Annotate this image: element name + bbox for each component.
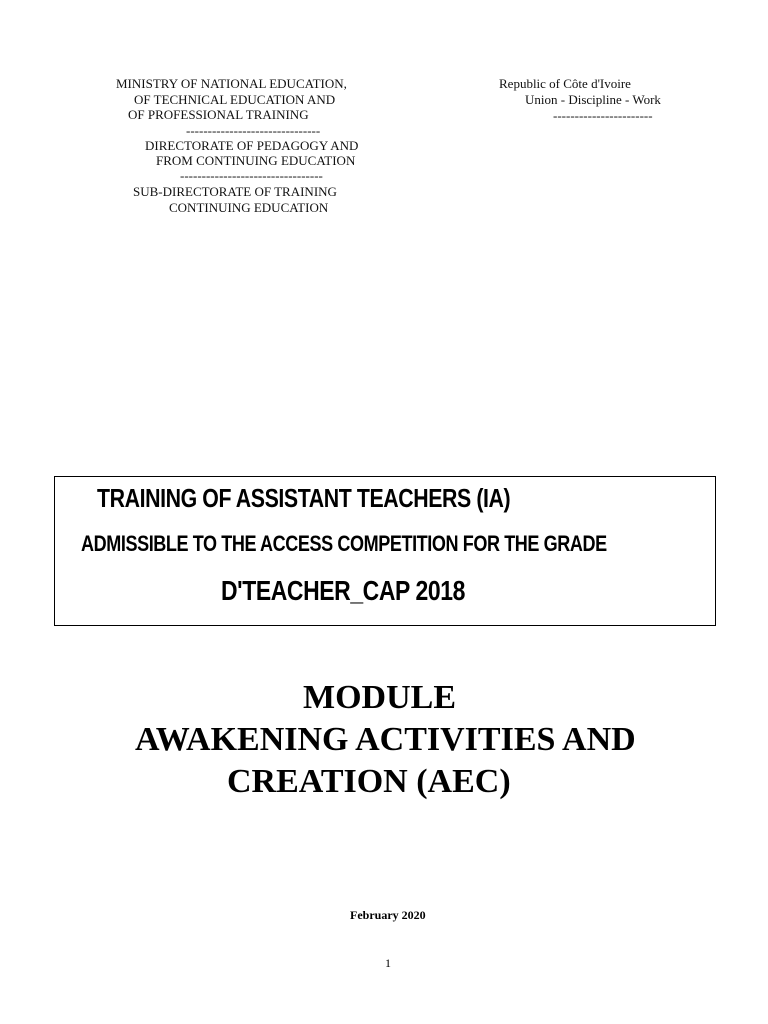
banner-title: TRAINING OF ASSISTANT TEACHERS (IA) bbox=[97, 483, 511, 513]
ministry-divider-2: --------------------------------- bbox=[180, 168, 323, 183]
page-number: 1 bbox=[385, 956, 391, 970]
ministry-line-3: OF PROFESSIONAL TRAINING bbox=[128, 107, 309, 122]
banner-subtitle: ADMISSIBLE TO THE ACCESS COMPETITION FOR THE GRADE bbox=[81, 531, 607, 556]
republic-motto: Union - Discipline - Work bbox=[525, 92, 661, 107]
republic-name: Republic of Côte d'Ivoire bbox=[499, 76, 631, 91]
training-banner-box bbox=[54, 476, 716, 626]
directorate-line-2: FROM CONTINUING EDUCATION bbox=[156, 153, 356, 168]
ministry-line-2: OF TECHNICAL EDUCATION AND bbox=[134, 92, 336, 107]
banner-grade: D'TEACHER_CAP 2018 bbox=[221, 575, 465, 606]
subdirectorate-line-2: CONTINUING EDUCATION bbox=[169, 200, 329, 215]
ministry-divider-1: ------------------------------- bbox=[186, 123, 321, 138]
module-heading: MODULE bbox=[303, 679, 456, 716]
republic-divider: ----------------------- bbox=[553, 108, 653, 123]
module-title-line-1: AWAKENING ACTIVITIES AND bbox=[135, 721, 636, 758]
subdirectorate-line-1: SUB-DIRECTORATE OF TRAINING bbox=[133, 184, 337, 199]
ministry-line-1: MINISTRY OF NATIONAL EDUCATION, bbox=[116, 76, 347, 91]
module-title-line-2: CREATION (AEC) bbox=[227, 763, 511, 800]
publication-date: February 2020 bbox=[350, 908, 426, 922]
directorate-line-1: DIRECTORATE OF PEDAGOGY AND bbox=[145, 138, 359, 153]
